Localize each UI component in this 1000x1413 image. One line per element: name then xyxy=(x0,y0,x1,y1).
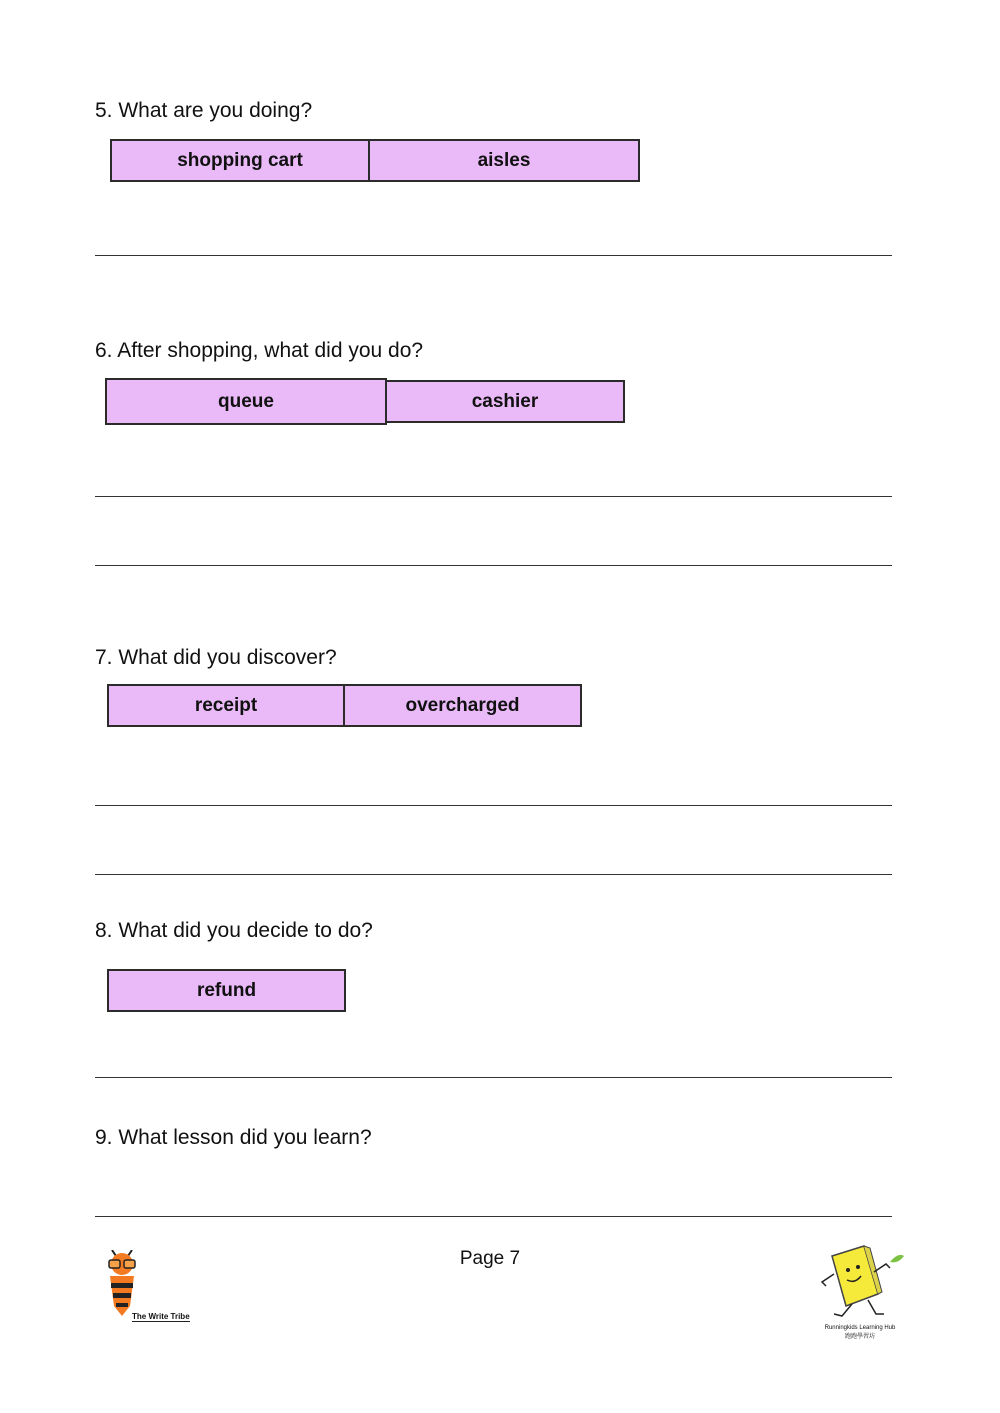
word-box[interactable]: receipt xyxy=(107,684,345,727)
runningkids-logo-subtext: 跑跑學習坊 xyxy=(844,1334,875,1340)
word-bank-q8 xyxy=(107,969,346,1012)
answer-line[interactable] xyxy=(95,874,892,875)
bee-icon xyxy=(98,1250,158,1320)
answer-line[interactable] xyxy=(95,496,892,497)
word-bank-q6 xyxy=(105,378,625,425)
word-box[interactable]: overcharged xyxy=(343,684,582,727)
answer-line[interactable] xyxy=(95,1077,892,1078)
answer-line[interactable] xyxy=(95,255,892,256)
question-7-prompt: 7. What did you discover? xyxy=(95,646,337,669)
running-book-icon xyxy=(812,1244,906,1320)
question-9-prompt: 9. What lesson did you learn? xyxy=(95,1126,372,1149)
answer-line[interactable] xyxy=(95,1216,892,1217)
write-tribe-logo xyxy=(98,1250,208,1330)
question-8-prompt: 8. What did you decide to do? xyxy=(95,919,373,942)
write-tribe-logo-text: The Write Tribe xyxy=(132,1312,190,1321)
question-5-prompt: 5. What are you doing? xyxy=(95,99,313,122)
word-box[interactable]: refund xyxy=(107,969,346,1012)
word-box[interactable]: aisles xyxy=(368,139,640,182)
page-number: Page 7 xyxy=(459,1248,521,1269)
runningkids-logo xyxy=(812,1244,908,1344)
word-bank-q5 xyxy=(110,139,640,182)
word-bank-q7 xyxy=(107,684,582,727)
question-6-prompt: 6. After shopping, what did you do? xyxy=(95,339,424,362)
word-box[interactable]: cashier xyxy=(385,380,625,423)
runningkids-logo-text: Runningkids Learning Hub xyxy=(824,1325,896,1331)
word-box[interactable]: shopping cart xyxy=(110,139,370,182)
answer-line[interactable] xyxy=(95,565,892,566)
answer-line[interactable] xyxy=(95,805,892,806)
word-box[interactable]: queue xyxy=(105,378,387,425)
